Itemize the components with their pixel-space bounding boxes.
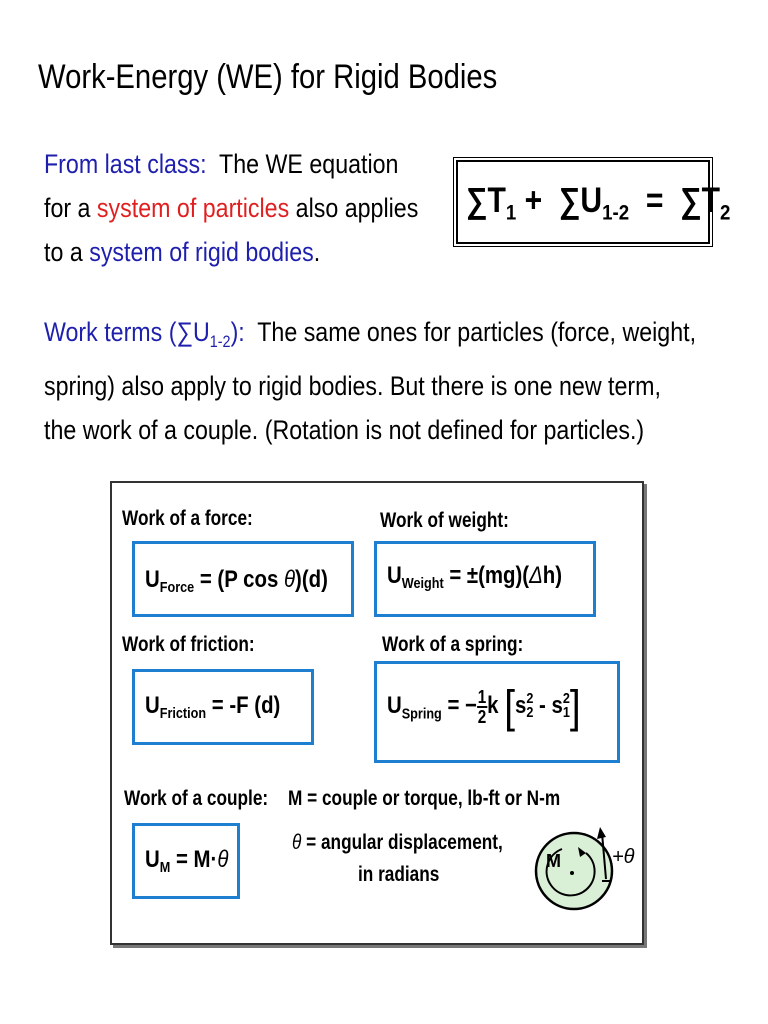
formula-panel bbox=[110, 481, 644, 945]
equals-sign: = bbox=[645, 181, 664, 220]
theta-symbol: θ bbox=[217, 846, 229, 873]
sub-2: 2 bbox=[719, 199, 731, 225]
right-bracket: ] bbox=[569, 681, 581, 732]
force-eq-text: = (P cos bbox=[199, 566, 279, 593]
intro-lead: From last class: bbox=[44, 149, 207, 179]
sub-1-2: 1-2 bbox=[602, 199, 630, 225]
work-terms-line-1 bbox=[44, 310, 696, 364]
spring-formula bbox=[387, 681, 581, 732]
friction-formula-box bbox=[132, 669, 314, 745]
intro-line-1 bbox=[44, 142, 418, 186]
system-of-particles-text: system of particles bbox=[96, 193, 290, 223]
u-symbol: U bbox=[145, 846, 160, 873]
spring-formula-box bbox=[374, 661, 620, 763]
intro-line-3 bbox=[44, 230, 418, 274]
one-half-fraction bbox=[477, 688, 487, 726]
couple-theta-text: = angular displacement, bbox=[306, 831, 503, 854]
force-formula-box bbox=[132, 541, 354, 617]
work-terms-line1-text: The same ones for particles (force, weight, bbox=[257, 317, 697, 347]
friction-eq-text: = -F (d) bbox=[211, 692, 281, 719]
t-symbol: T bbox=[701, 181, 720, 220]
sigma-symbol: ∑ bbox=[176, 317, 193, 347]
u-symbol: U bbox=[387, 692, 402, 720]
u-symbol: U bbox=[387, 562, 402, 589]
weight-eq-tail: (mg)( bbox=[478, 562, 530, 589]
couple-formula bbox=[145, 846, 228, 876]
plus-sign: + bbox=[524, 181, 543, 220]
s-symbol: s bbox=[551, 692, 563, 720]
work-of-weight-label: Work of weight: bbox=[380, 509, 509, 532]
s1-subscript: 1 bbox=[562, 704, 570, 721]
t-symbol: T bbox=[487, 181, 506, 220]
work-terms-lead bbox=[44, 317, 245, 351]
theta-symbol: θ bbox=[292, 831, 302, 854]
couple-definition-radians: in radians bbox=[358, 863, 440, 886]
intro-line1-text: The WE equation bbox=[219, 149, 399, 179]
u-symbol: U bbox=[145, 566, 160, 593]
diagram-theta-label: +θ bbox=[612, 846, 635, 868]
work-terms-lead-post: ): bbox=[230, 317, 245, 347]
work-of-couple-label: Work of a couple: bbox=[124, 787, 269, 810]
intro-line2-post: also applies bbox=[295, 193, 419, 223]
sigma-symbol: ∑ bbox=[558, 181, 581, 220]
left-bracket: [ bbox=[504, 681, 515, 732]
sub-1-2: 1-2 bbox=[209, 331, 231, 351]
intro-line3-pre: to a bbox=[44, 237, 83, 267]
work-of-spring-label: Work of a spring: bbox=[382, 633, 524, 656]
fraction-denominator: 2 bbox=[477, 706, 487, 727]
weight-formula-box bbox=[374, 541, 596, 617]
intro-paragraph bbox=[44, 142, 418, 274]
s2-subscript: 2 bbox=[526, 704, 534, 721]
weight-formula bbox=[387, 562, 562, 592]
work-of-force-label: Work of a force: bbox=[122, 507, 253, 530]
s2-scripts bbox=[526, 693, 533, 720]
rotating-disk-diagram bbox=[532, 809, 642, 929]
work-terms-lead-pre: Work terms ( bbox=[44, 317, 177, 347]
u-symbol: U bbox=[192, 317, 210, 347]
force-formula bbox=[145, 566, 328, 596]
diagram-m-label: M bbox=[546, 851, 561, 871]
theta-arrow-icon bbox=[597, 827, 606, 839]
spring-subscript: Spring bbox=[401, 706, 442, 723]
s2-exponent: 2 bbox=[526, 691, 534, 708]
work-terms-line-2: spring) also apply to rigid bodies. But there is one new term, bbox=[44, 370, 661, 401]
page-title: Work-Energy (WE) for Rigid Bodies bbox=[38, 58, 498, 96]
friction-formula bbox=[145, 692, 280, 722]
disk-center-dot bbox=[570, 871, 574, 875]
fraction-numerator: 1 bbox=[477, 686, 487, 707]
s-symbol: s bbox=[514, 692, 527, 720]
weight-eq-h: h) bbox=[542, 562, 563, 589]
we-equation bbox=[466, 181, 730, 226]
force-subscript: Force bbox=[159, 580, 195, 597]
work-terms-paragraph bbox=[44, 310, 696, 452]
friction-subscript: Friction bbox=[159, 706, 207, 723]
delta-symbol: Δ bbox=[529, 562, 543, 589]
u-symbol: U bbox=[145, 692, 160, 719]
sigma-symbol: ∑ bbox=[466, 181, 488, 220]
u-symbol: U bbox=[580, 181, 603, 220]
couple-subscript: M bbox=[159, 860, 171, 877]
couple-definition-theta bbox=[292, 831, 503, 855]
intro-line2-pre: for a bbox=[44, 193, 91, 223]
intro-line3-post: . bbox=[313, 237, 321, 267]
sigma-symbol: ∑ bbox=[680, 181, 702, 220]
plus-minus-symbol: ± bbox=[466, 562, 479, 589]
theta-symbol: θ bbox=[283, 566, 296, 593]
s1-exponent: 2 bbox=[562, 691, 570, 708]
spring-eq-sign: = − bbox=[447, 692, 477, 720]
intro-line-2 bbox=[44, 186, 418, 230]
weight-eq-sign: = bbox=[449, 562, 462, 589]
couple-definition-m: M = couple or torque, lb-ft or N-m bbox=[288, 787, 561, 810]
work-terms-line-3: the work of a couple. (Rotation is not defined for particles.) bbox=[44, 414, 645, 445]
work-of-friction-label: Work of friction: bbox=[122, 633, 255, 656]
force-eq-tail: )(d) bbox=[295, 566, 328, 593]
spring-k: k bbox=[487, 692, 499, 720]
minus-sign: - bbox=[539, 692, 546, 720]
couple-eq-text: = M· bbox=[175, 846, 218, 873]
sub-1: 1 bbox=[505, 199, 517, 225]
we-equation-box bbox=[456, 160, 731, 244]
weight-subscript: Weight bbox=[401, 576, 444, 593]
couple-formula-box bbox=[132, 823, 240, 899]
system-of-rigid-bodies-text: system of rigid bodies bbox=[89, 237, 314, 267]
